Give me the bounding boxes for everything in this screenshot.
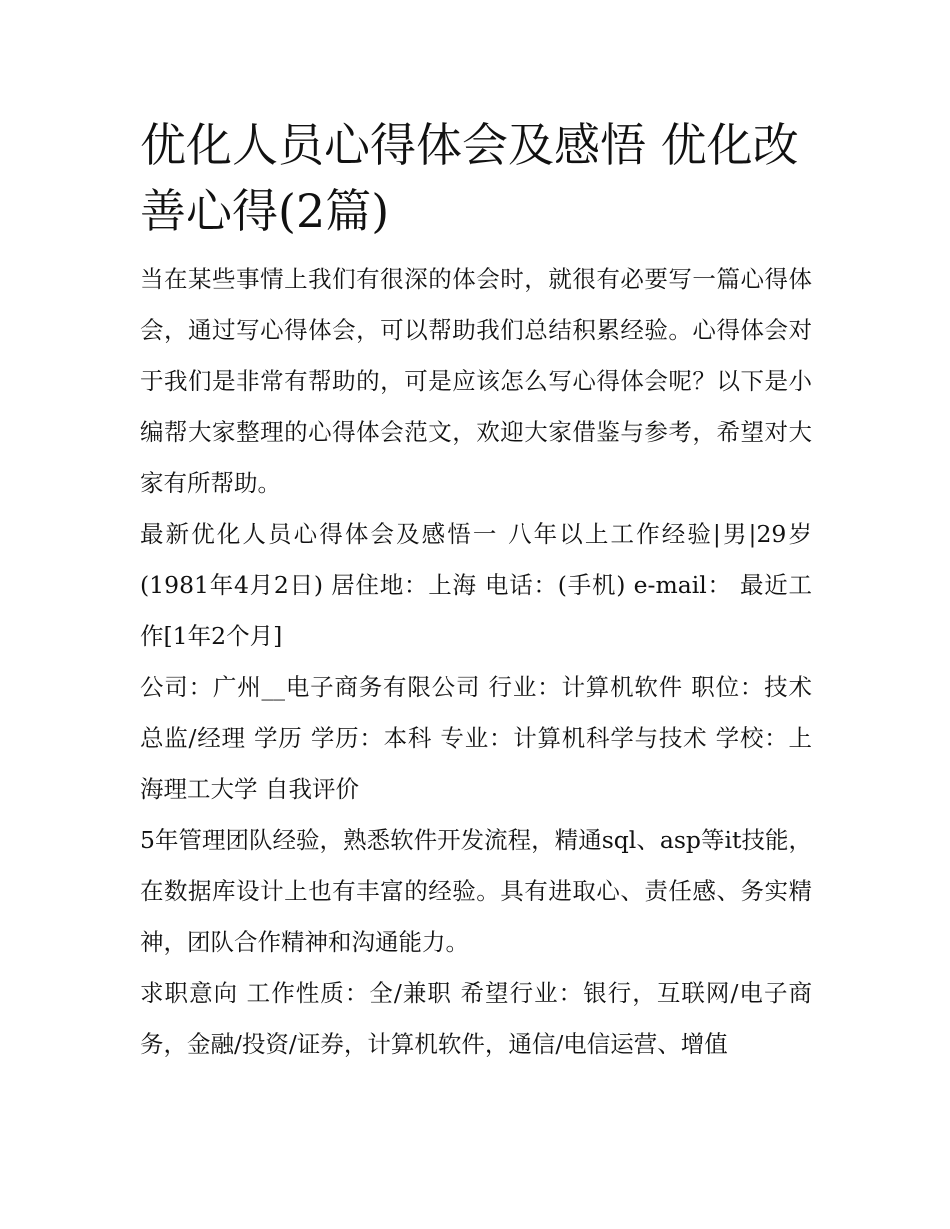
self-evaluation-paragraph: 5年管理团队经验，熟悉软件开发流程，精通sql、asp等it技能，在数据库设计上也有丰富的经验。具有进取心、责任感、务实精神，团队合作精神和沟通能力。	[140, 826, 812, 956]
company-info-paragraph: 公司：广州__电子商务有限公司 行业：计算机软件 职位：技术总监/经理 学历 学历：本科 专业：计算机科学与技术 学校：上海理工大学 自我评价	[140, 673, 812, 803]
resume-header-paragraph: 最新优化人员心得体会及感悟一 八年以上工作经验|男|29岁(1981年4月2日) 居住地：上海 电话：(手机) e-mail： 最近工作[1年2个月]	[140, 520, 812, 650]
intro-paragraph: 当在某些事情上我们有很深的体会时，就很有必要写一篇心得体会，通过写心得体会，可以帮助我们总结积累经验。心得体会对于我们是非常有帮助的，可是应该怎么写心得体会呢？以下是小编帮大家整理的心得体会范文，欢迎大家借鉴与参考，希望对大家有所帮助。	[140, 265, 812, 497]
job-intention-paragraph: 求职意向 工作性质：全/兼职 希望行业：银行，互联网/电子商务，金融/投资/证券，计算机软件，通信/电信运营、增值	[140, 979, 812, 1058]
document-page	[140, 112, 812, 1070]
document-title: 优化人员心得体会及感悟 优化改善心得(2篇)	[140, 118, 799, 238]
